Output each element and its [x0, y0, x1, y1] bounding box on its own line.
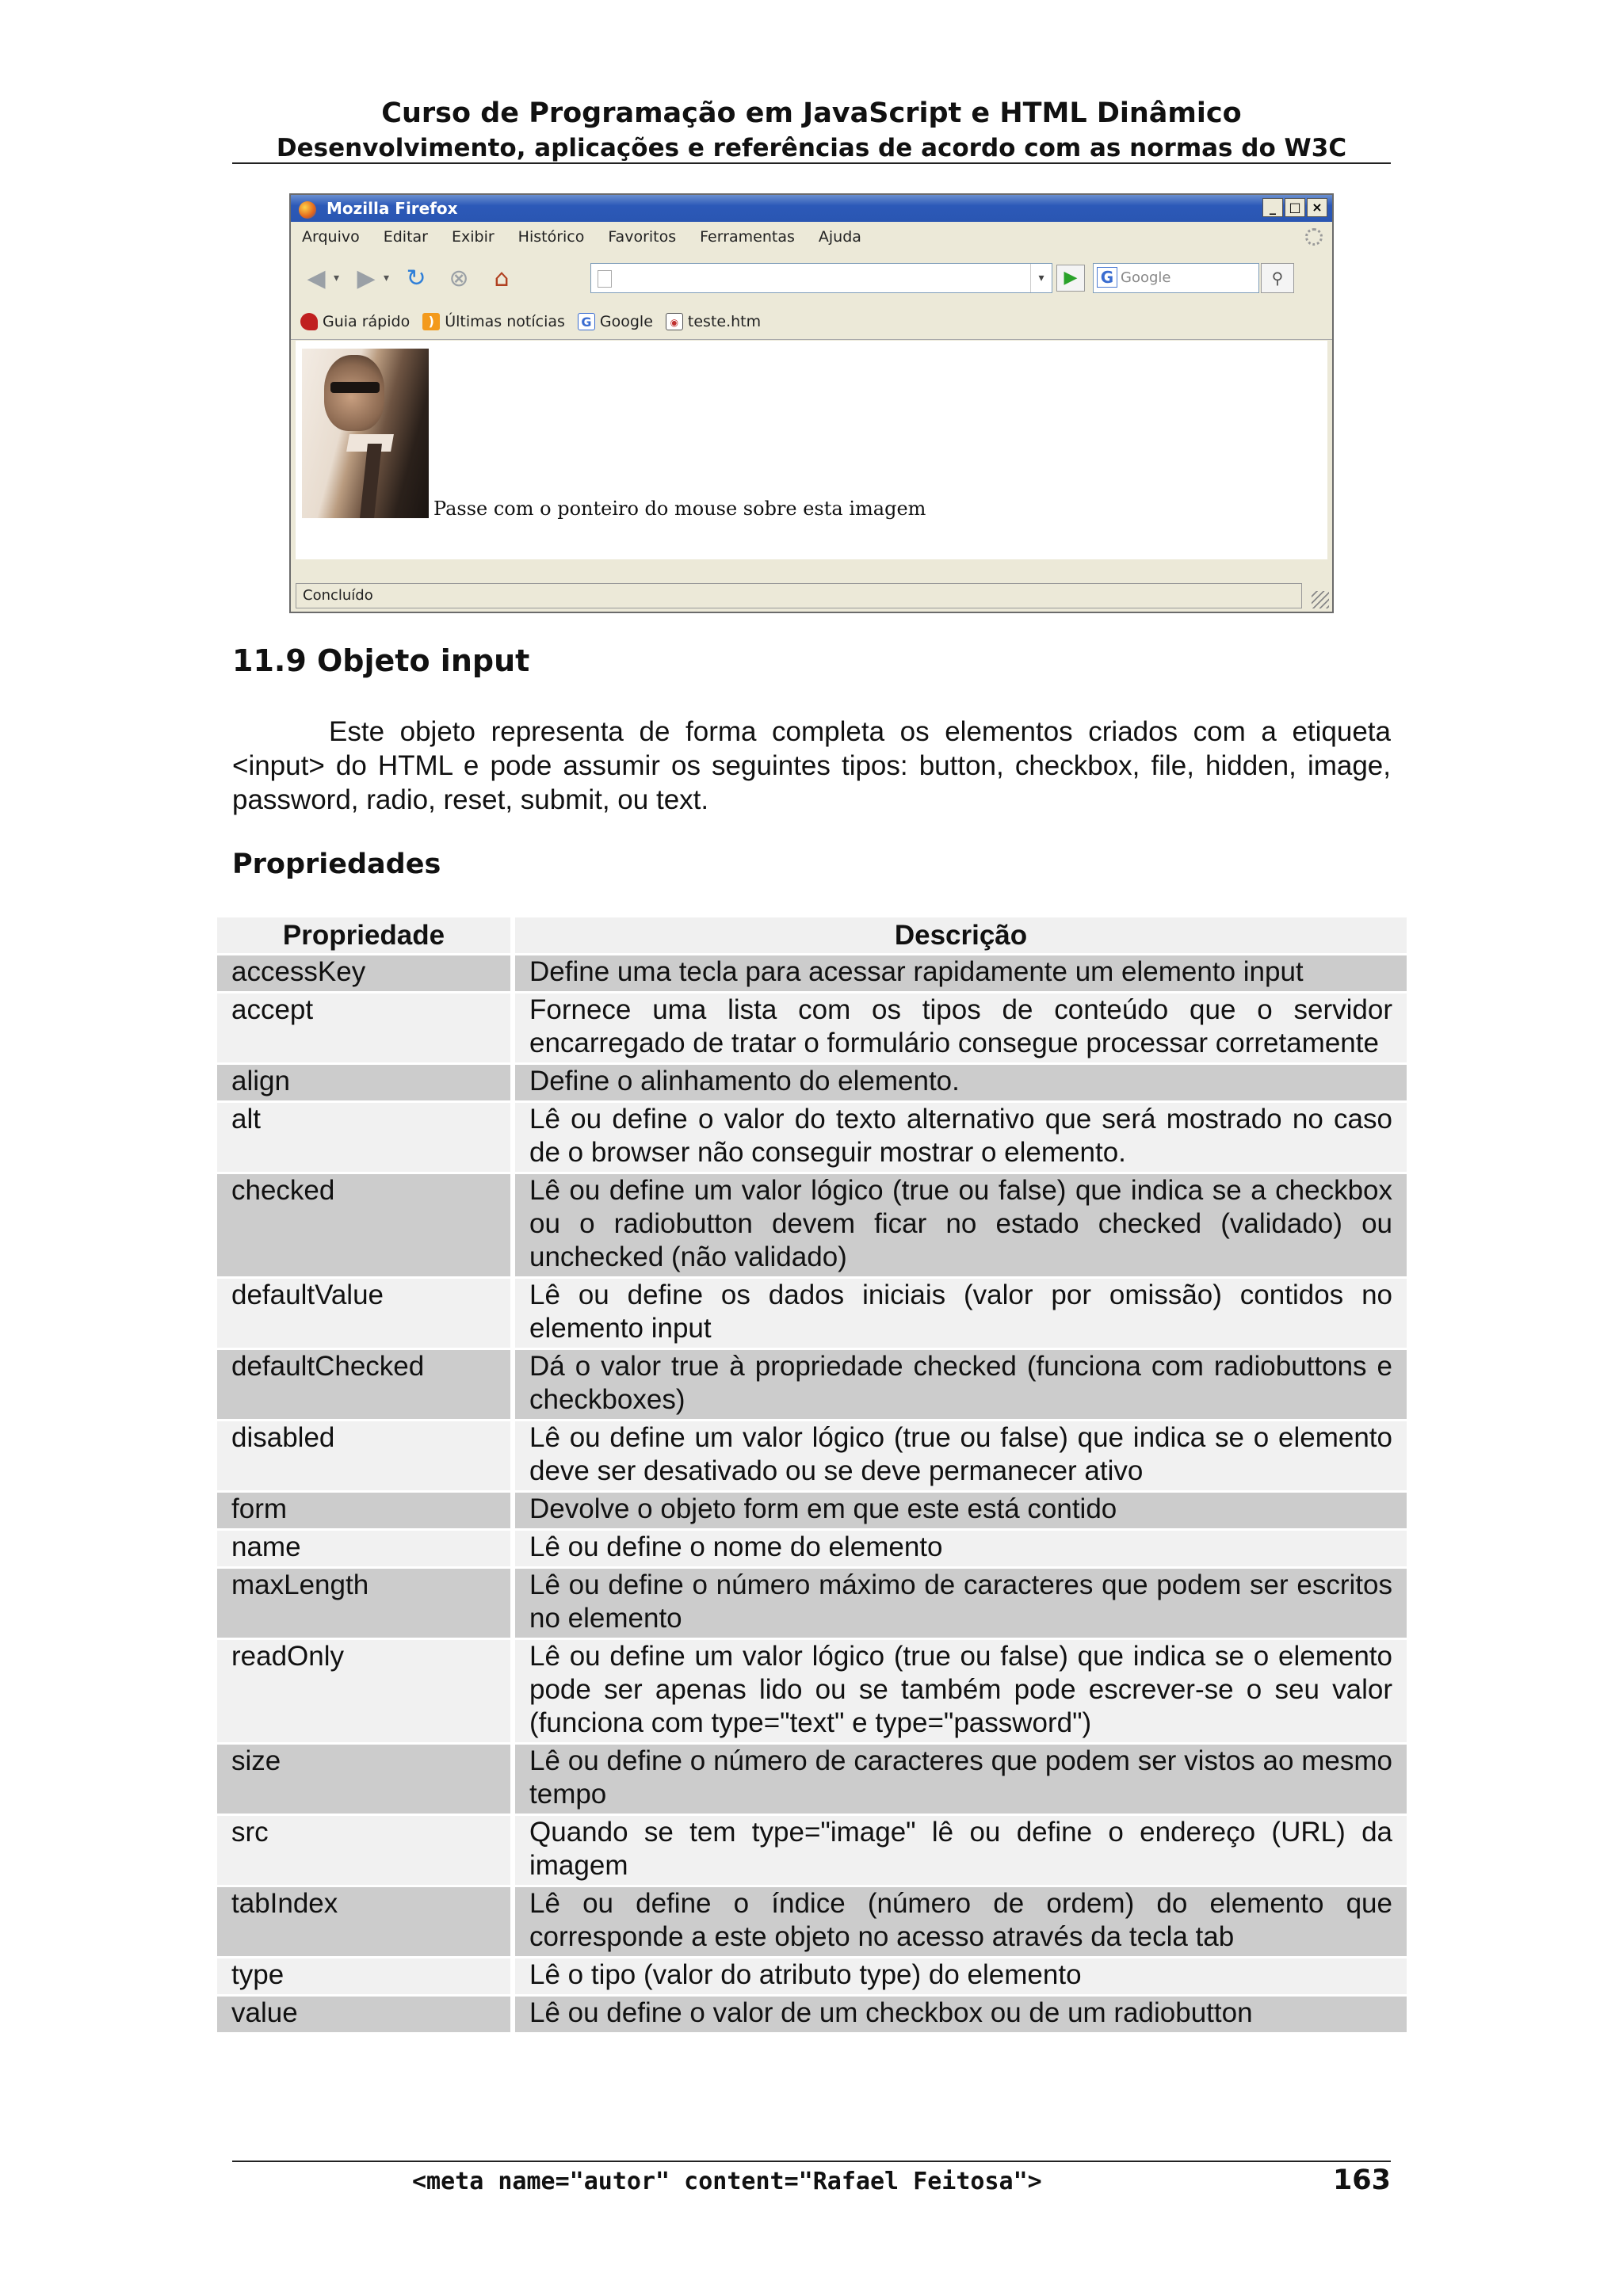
- page-number: 163: [1332, 2164, 1391, 2196]
- property-description: Quando se tem type="image" lê ou define o endereço (URL) da imagem: [515, 1816, 1407, 1887]
- property-description: Dá o valor true à propriedade checked (funciona com radiobuttons e checkboxes): [515, 1350, 1407, 1421]
- property-name: align: [217, 1065, 515, 1103]
- table-row: [217, 1531, 1407, 1569]
- property-description: Define o alinhamento do elemento.: [515, 1065, 1407, 1103]
- bookmark-label: Últimas notícias: [445, 313, 565, 330]
- firefox-logo-icon: [299, 201, 316, 219]
- property-name: tabIndex: [217, 1887, 515, 1958]
- menu-historico[interactable]: Histórico: [517, 228, 585, 246]
- properties-heading: Propriedades: [232, 849, 441, 880]
- property-name: accept: [217, 994, 515, 1065]
- bookmarks-toolbar: [291, 304, 1332, 340]
- table-row: [217, 1816, 1407, 1887]
- property-description: Lê ou define um valor lógico (true ou false) que indica se a checkbox ou o radiobutton devem ficar no estado checked (validado) ou unchecked (não validado): [515, 1174, 1407, 1279]
- bookmark-teste[interactable]: [666, 313, 761, 330]
- reload-icon[interactable]: ↻: [406, 264, 426, 292]
- table-row: [217, 994, 1407, 1065]
- property-name: defaultValue: [217, 1279, 515, 1350]
- url-dropdown-icon[interactable]: ▾: [1030, 264, 1052, 292]
- menu-ajuda[interactable]: Ajuda: [818, 228, 861, 246]
- property-description: Lê ou define o nome do elemento: [515, 1531, 1407, 1569]
- table-row: [217, 1569, 1407, 1640]
- property-description: Define uma tecla para acessar rapidamente um elemento input: [515, 955, 1407, 994]
- bookmark-ultimas-noticias[interactable]: [422, 313, 565, 330]
- property-description: Lê ou define o valor de um checkbox ou de um radiobutton: [515, 1997, 1407, 2035]
- document-icon: ◉: [666, 313, 683, 330]
- google-icon: G: [578, 313, 595, 330]
- property-description: Lê o tipo (valor do atributo type) do elemento: [515, 1958, 1407, 1997]
- table-row: [217, 1493, 1407, 1531]
- rss-icon: ): [422, 313, 440, 330]
- back-dropdown-icon[interactable]: ▾: [334, 272, 340, 284]
- table-row: [217, 1279, 1407, 1350]
- column-header: Descrição: [515, 917, 1407, 955]
- go-button[interactable]: ▶: [1056, 265, 1085, 292]
- table-row: [217, 1103, 1407, 1174]
- property-description: Lê ou define os dados iniciais (valor por omissão) contidos no elemento input: [515, 1279, 1407, 1350]
- property-description: Fornece uma lista com os tipos de conteúdo que o servidor encarregado de tratar o formulário consegue processar corretamente: [515, 994, 1407, 1065]
- search-input[interactable]: [1093, 263, 1259, 293]
- table-row: [217, 1745, 1407, 1816]
- bookmark-google[interactable]: [578, 313, 653, 330]
- close-button[interactable]: ×: [1307, 198, 1327, 217]
- throbber-icon: [1305, 228, 1323, 246]
- minimize-button[interactable]: _: [1262, 198, 1283, 217]
- resize-grip-icon[interactable]: [1312, 591, 1329, 608]
- bookmark-label: teste.htm: [687, 313, 762, 330]
- table-row: [217, 1640, 1407, 1745]
- table-row: [217, 1174, 1407, 1279]
- column-header: Propriedade: [217, 917, 515, 955]
- property-description: Lê ou define o número de caracteres que podem ser vistos ao mesmo tempo: [515, 1745, 1407, 1816]
- property-name: maxLength: [217, 1569, 515, 1640]
- property-name: value: [217, 1997, 515, 2035]
- table-row: [217, 1350, 1407, 1421]
- back-icon[interactable]: ◀: [307, 264, 326, 292]
- navigation-toolbar: [291, 252, 1332, 304]
- footer-rule: [232, 2161, 1391, 2162]
- table-row: [217, 1958, 1407, 1997]
- intro-paragraph: Este objeto representa de forma completa os elementos criados com a etiqueta <input> do HTML e pode assumir os seguintes tipos: button, checkbox, file, hidden, image, password, radio, reset, submit, ou text.: [232, 716, 1391, 815]
- status-bar: [296, 583, 1302, 608]
- forward-dropdown-icon[interactable]: ▾: [384, 272, 390, 284]
- table-header-row: [217, 917, 1407, 955]
- property-name: checked: [217, 1174, 515, 1279]
- header-title: Curso de Programação em JavaScript e HTML Dinâmico: [381, 97, 1242, 129]
- bookmark-label: Guia rápido: [323, 313, 411, 330]
- property-name: form: [217, 1493, 515, 1531]
- menu-arquivo[interactable]: Arquivo: [302, 228, 360, 246]
- property-name: size: [217, 1745, 515, 1816]
- table-row: [217, 1421, 1407, 1493]
- stop-icon[interactable]: ⊗: [449, 264, 469, 292]
- section-title: 11.9 Objeto input: [232, 643, 530, 678]
- bookmark-guia-rapido[interactable]: [300, 313, 410, 330]
- property-description: Lê ou define o valor do texto alternativo que será mostrado no caso de o browser não conseguir mostrar o elemento.: [515, 1103, 1407, 1174]
- property-name: readOnly: [217, 1640, 515, 1745]
- menu-editar[interactable]: Editar: [383, 228, 428, 246]
- page-content-area: [296, 341, 1327, 559]
- url-input[interactable]: [590, 263, 1052, 293]
- menu-bar: [291, 222, 1332, 252]
- property-name: type: [217, 1958, 515, 1997]
- page-header: [232, 93, 1391, 163]
- property-description: Lê ou define o índice (número de ordem) do elemento que corresponde a este objeto no acesso através da tecla tab: [515, 1887, 1407, 1958]
- bookmark-label: Google: [599, 313, 653, 330]
- forward-icon[interactable]: ▶: [357, 264, 376, 292]
- search-placeholder: Google: [1121, 269, 1171, 286]
- google-engine-icon[interactable]: G: [1097, 267, 1117, 288]
- window-titlebar: [291, 195, 1332, 222]
- property-name: alt: [217, 1103, 515, 1174]
- property-name: accessKey: [217, 955, 515, 994]
- table-row: [217, 955, 1407, 994]
- property-description: Lê ou define o número máximo de caracteres que podem ser escritos no elemento: [515, 1569, 1407, 1640]
- search-icon[interactable]: ⚲: [1261, 263, 1294, 293]
- property-name: defaultChecked: [217, 1350, 515, 1421]
- firefox-help-icon: [300, 313, 318, 330]
- menu-ferramentas[interactable]: Ferramentas: [700, 228, 795, 246]
- property-description: Lê ou define um valor lógico (true ou false) que indica se o elemento deve ser desativado ou se deve permanecer ativo: [515, 1421, 1407, 1493]
- maximize-button[interactable]: □: [1285, 198, 1305, 217]
- firefox-window-figure: [289, 193, 1334, 613]
- portrait-image[interactable]: [302, 349, 429, 518]
- property-name: name: [217, 1531, 515, 1569]
- status-text: Concluído: [303, 587, 373, 604]
- page-icon: [598, 270, 612, 288]
- header-rule: [232, 162, 1391, 164]
- menu-favoritos[interactable]: Favoritos: [608, 228, 677, 246]
- table-row: [217, 1887, 1407, 1958]
- menu-exibir[interactable]: Exibir: [451, 228, 495, 246]
- content-caption: Passe com o ponteiro do mouse sobre esta imagem: [433, 498, 926, 520]
- property-name: disabled: [217, 1421, 515, 1493]
- window-title: Mozilla Firefox: [326, 199, 458, 218]
- table-row: [217, 1997, 1407, 2035]
- property-description: Devolve o objeto form em que este está contido: [515, 1493, 1407, 1531]
- property-description: Lê ou define um valor lógico (true ou false) que indica se o elemento pode ser apenas lido ou se também pode escrever-se o seu valor (funciona com type="text" e type="password"): [515, 1640, 1407, 1745]
- table-row: [217, 1065, 1407, 1103]
- footer-code: <meta name="autor" content="Rafael Feitosa">: [412, 2168, 1042, 2195]
- properties-table: [217, 917, 1407, 2035]
- property-name: src: [217, 1816, 515, 1887]
- home-icon[interactable]: ⌂: [494, 264, 510, 292]
- header-subtitle: Desenvolvimento, aplicações e referências de acordo com as normas do W3C: [276, 134, 1347, 162]
